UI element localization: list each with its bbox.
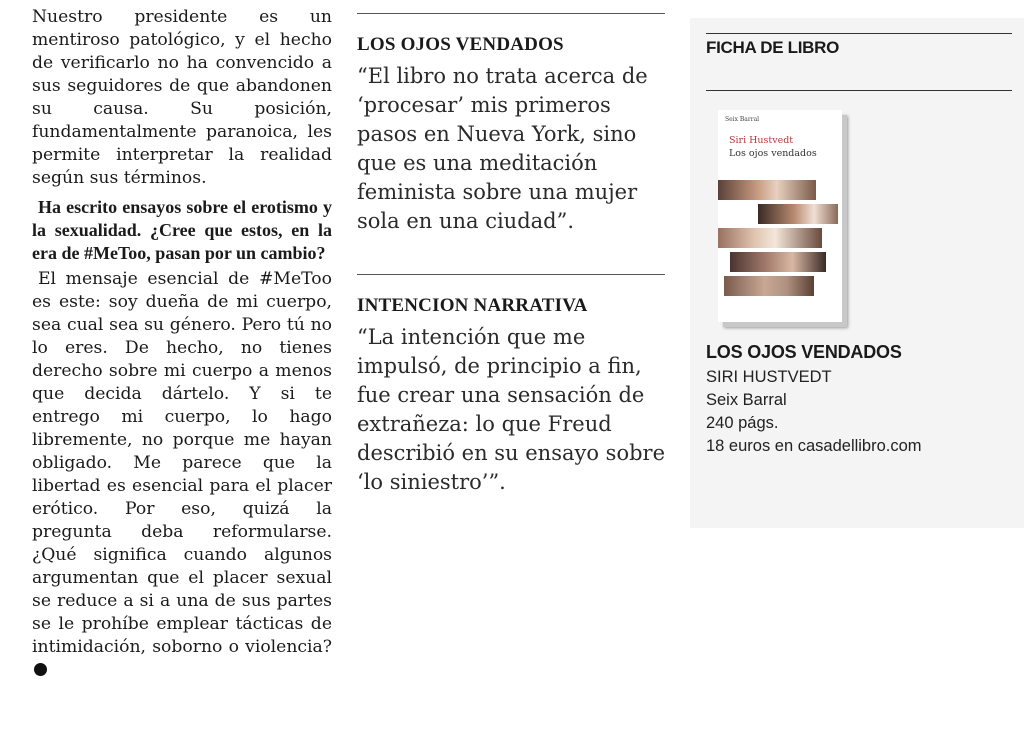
pull-quote-block [357,34,665,236]
book-title: LOS OJOS VENDADOS [706,342,902,362]
divider [357,274,665,275]
book-info-sidebar [690,18,1024,528]
cover-photo-strip [718,180,816,200]
pull-quote-heading: LOS OJOS VENDADOS [357,34,564,55]
pull-quote-heading: INTENCION NARRATIVA [357,295,588,316]
cover-photo-strip [724,276,814,296]
book-author: SIRI HUSTVEDT [706,368,832,386]
article-paragraph [32,268,332,682]
book-details [706,342,922,458]
divider [706,90,1012,91]
pull-quote-text: “La intención que me impulsó, de principio a fin, fue crear una sensación de extrañeza: lo que Freud describió en su ensayo sobre ‘lo siniestro’”. [357,325,666,494]
book-publisher: Seix Barral [706,391,787,409]
pull-quote-text: “El libro no trata acerca de ‘procesar’ mis primeros pasos en Nueva York, sino que es una meditación feminista sobre una mujer sola en una ciudad”. [357,64,648,233]
divider [706,33,1012,34]
pull-quote-block [357,295,665,497]
end-bullet-icon [34,663,47,676]
cover-photo-strip [730,252,826,272]
interview-question: Ha escrito ensayos sobre el erotismo y la sexualidad. ¿Cree que estos, en la era de #MeToo, pasan por un cambio? [32,197,332,263]
article-paragraph-text: El mensaje esencial de #MeToo es este: soy dueña de mi cuerpo, sea cual sea su género. Pero tú no lo eres. De hecho, no tienes derecho sobre mi cuerpo a menos que decida dártelo. Y si te entrego mi cuerpo, lo hago libremente, no porque me hayan obligado. Me parece que la libertad es esencial para el placer erótico. Por eso, quizá la pregunta deba reformularse. ¿Qué significa cuando algunos argumentan que el placer sexual se reduce a si a una de sus partes se le prohíbe emplear tácticas de intimidación, soborno o violencia? [32,269,332,657]
article-paragraph: Nuestro presidente es un mentiroso patológico, y el hecho de verificarlo no ha convencido a sus seguidores de que abandonen su causa. Su posición, fundamentalmente paranoica, les permite interpretar la realidad según sus términos. [32,7,332,188]
book-price: 18 euros en casadellibro.com [706,437,922,455]
book-pages: 240 págs. [706,414,779,432]
article-column [32,6,332,682]
publisher-logo: Seix Barral [725,116,760,123]
cover-photo-strip [718,228,822,248]
sidebar-heading: FICHA DE LIBRO [706,38,840,57]
cover-author: Siri Hustvedt [729,135,794,146]
book-cover [718,110,842,322]
cover-title: Los ojos vendados [729,148,817,159]
cover-photo-strip [758,204,838,224]
divider [357,13,665,14]
